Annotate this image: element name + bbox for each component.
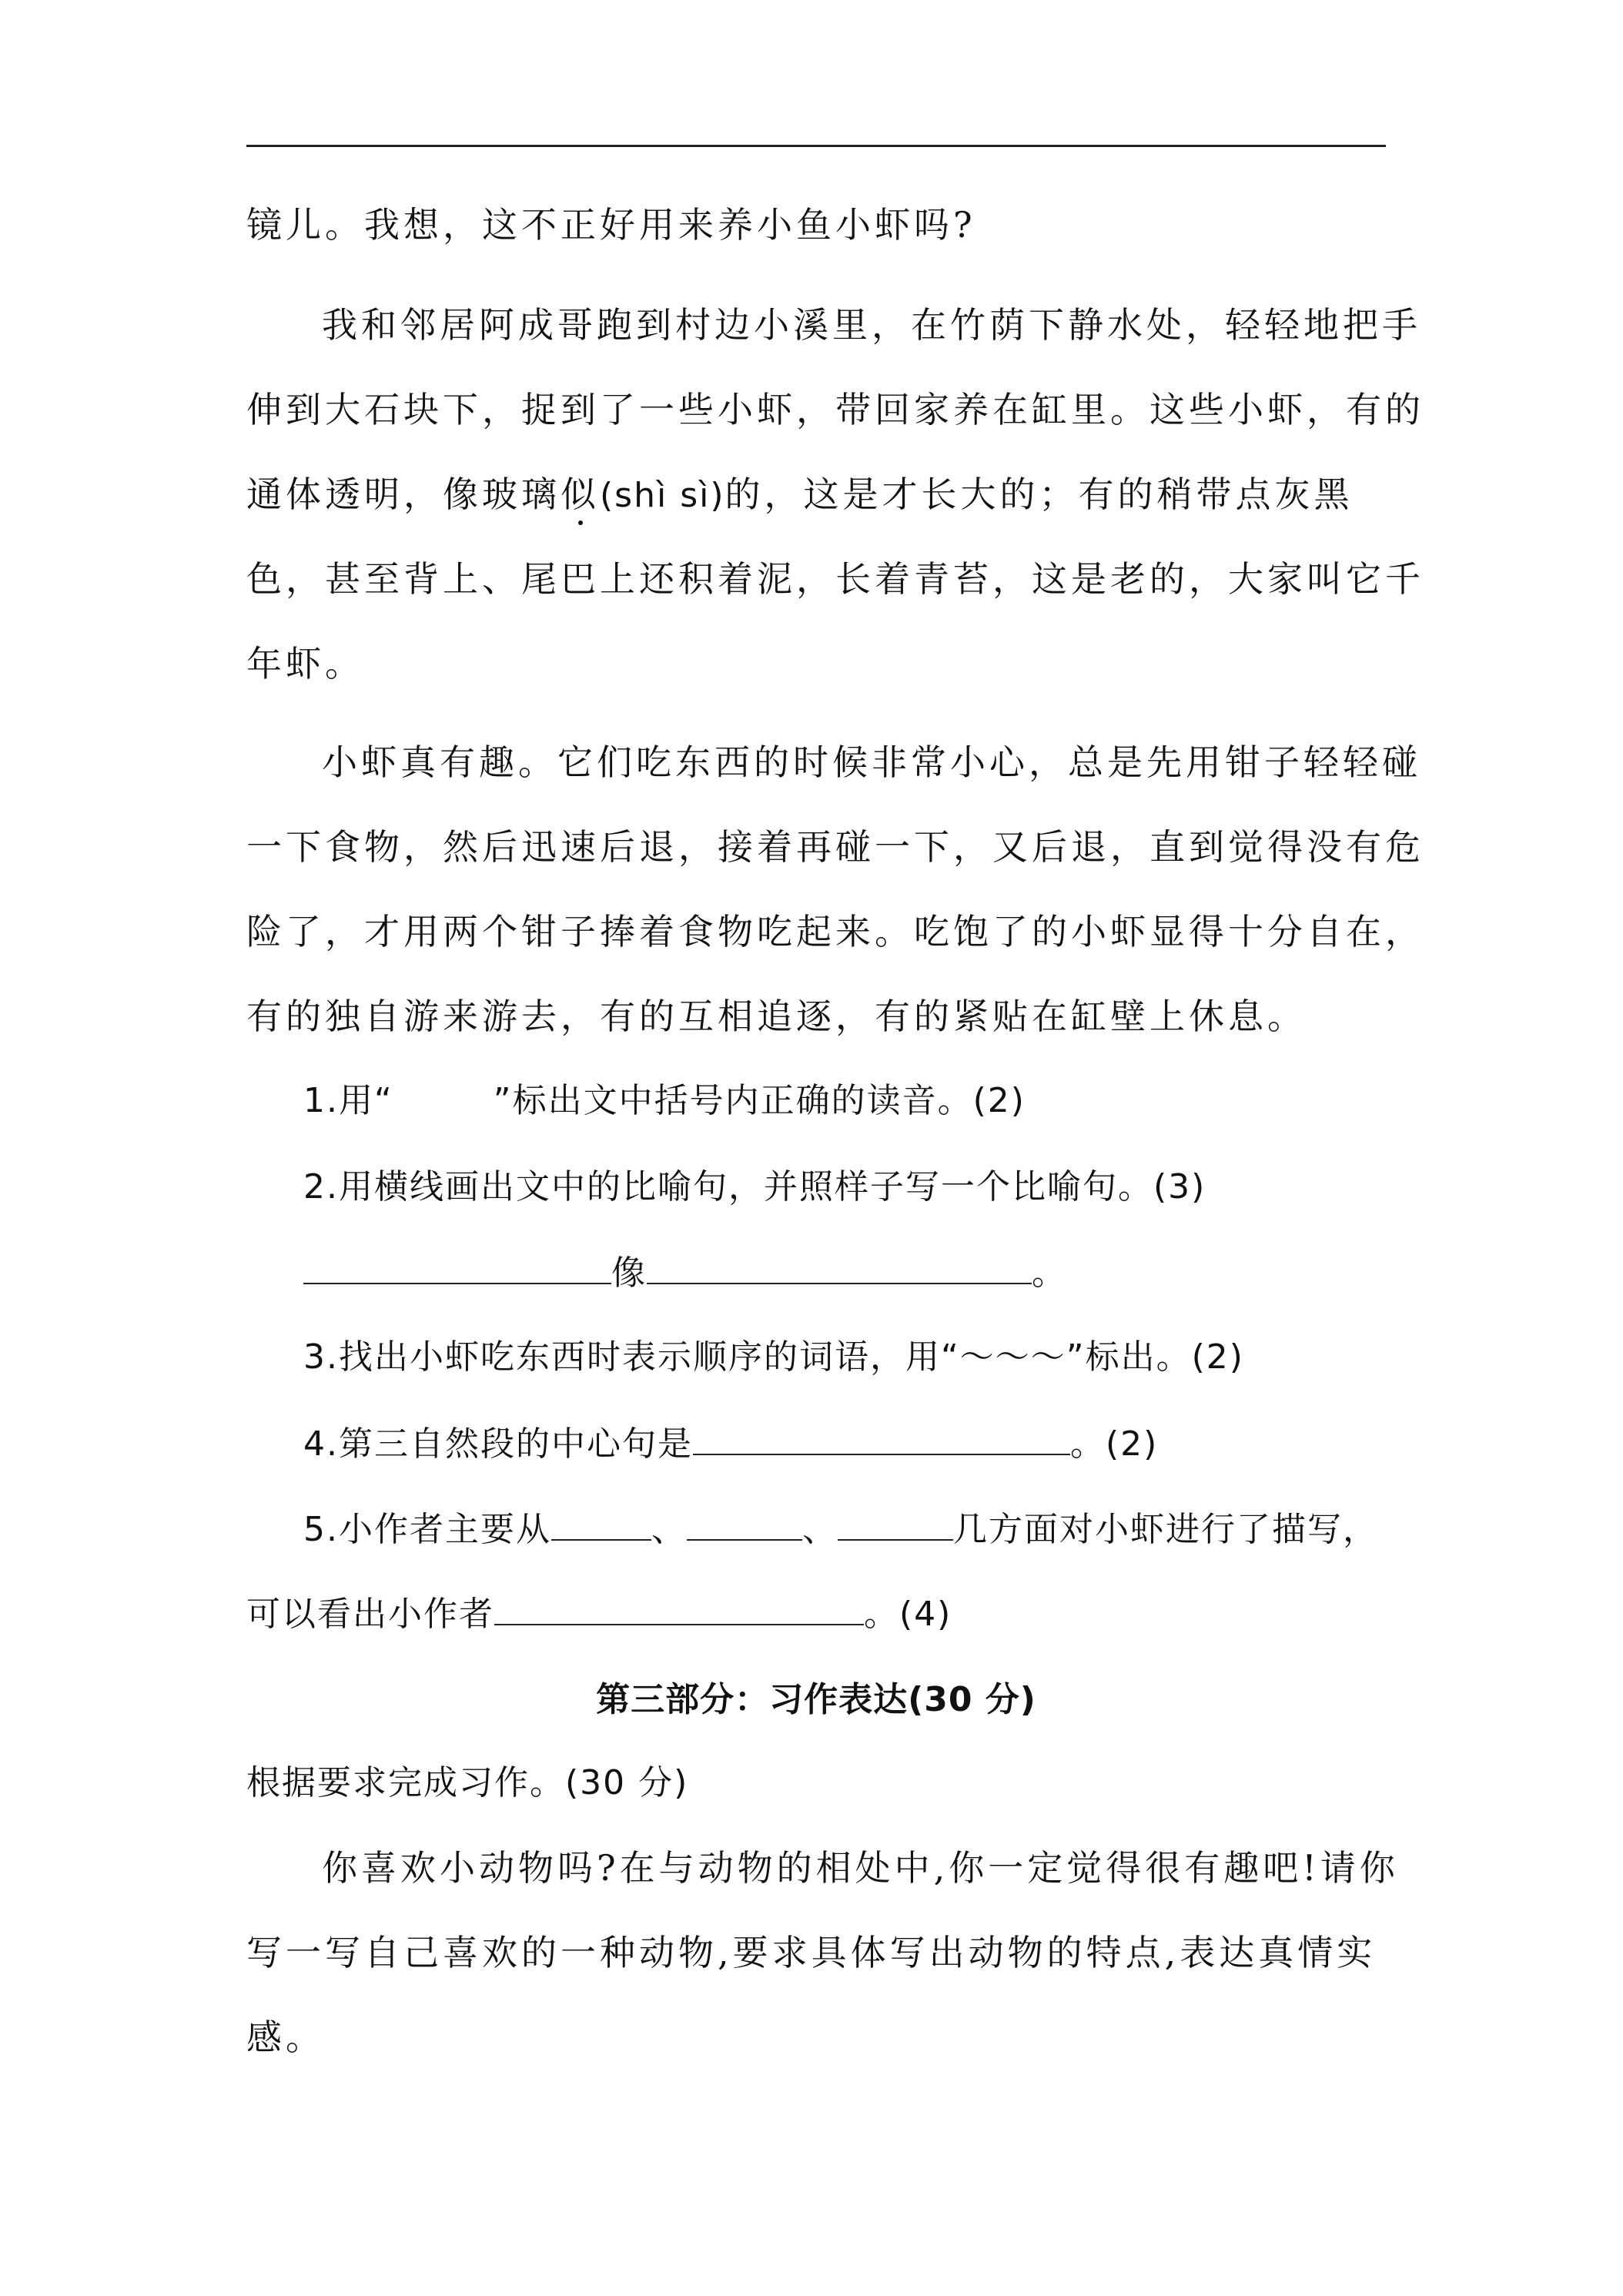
passage-line: 色，甚至背上、尾巴上还积着泥，长着青苔，这是老的，大家叫它千: [246, 558, 1424, 600]
question-3: 3.找出小虾吃东西时表示顺序的词语，用“～～～”标出。(2): [303, 1337, 1244, 1377]
writing-prompt-line: 感。: [246, 2017, 325, 2058]
passage-line: 伸到大石块下，捉到了一些小虾，带回家养在缸里。这些小虾，有的: [246, 389, 1424, 430]
question-1: 1.用“ ”标出文中括号内正确的读音。(2): [303, 1081, 1026, 1120]
writing-prompt-line: 你喜欢小动物吗?在与动物的相处中,你一定觉得很有趣吧!请你: [322, 1847, 1399, 1889]
section-heading: 第三部分：习作表达(30 分): [596, 1680, 1036, 1719]
header-rule: [246, 145, 1386, 147]
passage-line: 年虾。: [246, 643, 364, 684]
answer-blank[interactable]: [693, 1420, 1070, 1455]
passage-line: 有的独自游来游去，有的互相追逐，有的紧贴在缸壁上休息。: [246, 996, 1307, 1037]
pinyin-choice: (shì sì): [600, 476, 725, 515]
dotted-character: 似: [561, 471, 600, 517]
passage-line: 险了，才用两个钳子捧着食物吃起来。吃饱了的小虾显得十分自在，: [246, 911, 1424, 952]
answer-blank[interactable]: [303, 1249, 611, 1284]
answer-blank[interactable]: [687, 1505, 802, 1541]
passage-line: 镜儿。我想，这不正好用来养小鱼小虾吗?: [246, 204, 976, 246]
answer-blank[interactable]: [494, 1590, 864, 1625]
passage-line-with-pinyin: 通体透明，像玻璃似(shì sì)的，这是才长大的；有的稍带点灰黑: [246, 471, 1354, 519]
answer-blank[interactable]: [551, 1505, 651, 1541]
writing-instruction: 根据要求完成习作。(30 分): [246, 1763, 689, 1802]
passage-line: 我和邻居阿成哥跑到村边小溪里，在竹荫下静水处，轻轻地把手: [322, 304, 1421, 346]
question-2: 2.用横线画出文中的比喻句，并照样子写一个比喻句。(3): [303, 1167, 1206, 1207]
answer-blank[interactable]: [838, 1505, 953, 1541]
passage-line: 小虾真有趣。它们吃东西的时候非常小心，总是先用钳子轻轻碰: [322, 741, 1421, 783]
passage-line: 一下食物，然后迅速后退，接着再碰一下，又后退，直到觉得没有危: [246, 826, 1424, 868]
answer-blank[interactable]: [647, 1249, 1032, 1284]
question-2-answer-line: 像 。: [303, 1249, 1067, 1297]
writing-prompt-line: 写一写自己喜欢的一种动物,要求具体写出动物的特点,表达真情实: [246, 1932, 1377, 1973]
question-5: 5.小作者主要从 、 、 几方面对小虾进行了描写，: [303, 1505, 1378, 1553]
question-5-continued: 可以看出小作者 。(4): [246, 1590, 952, 1638]
question-4: 4.第三自然段的中心句是 。(2): [303, 1420, 1158, 1468]
